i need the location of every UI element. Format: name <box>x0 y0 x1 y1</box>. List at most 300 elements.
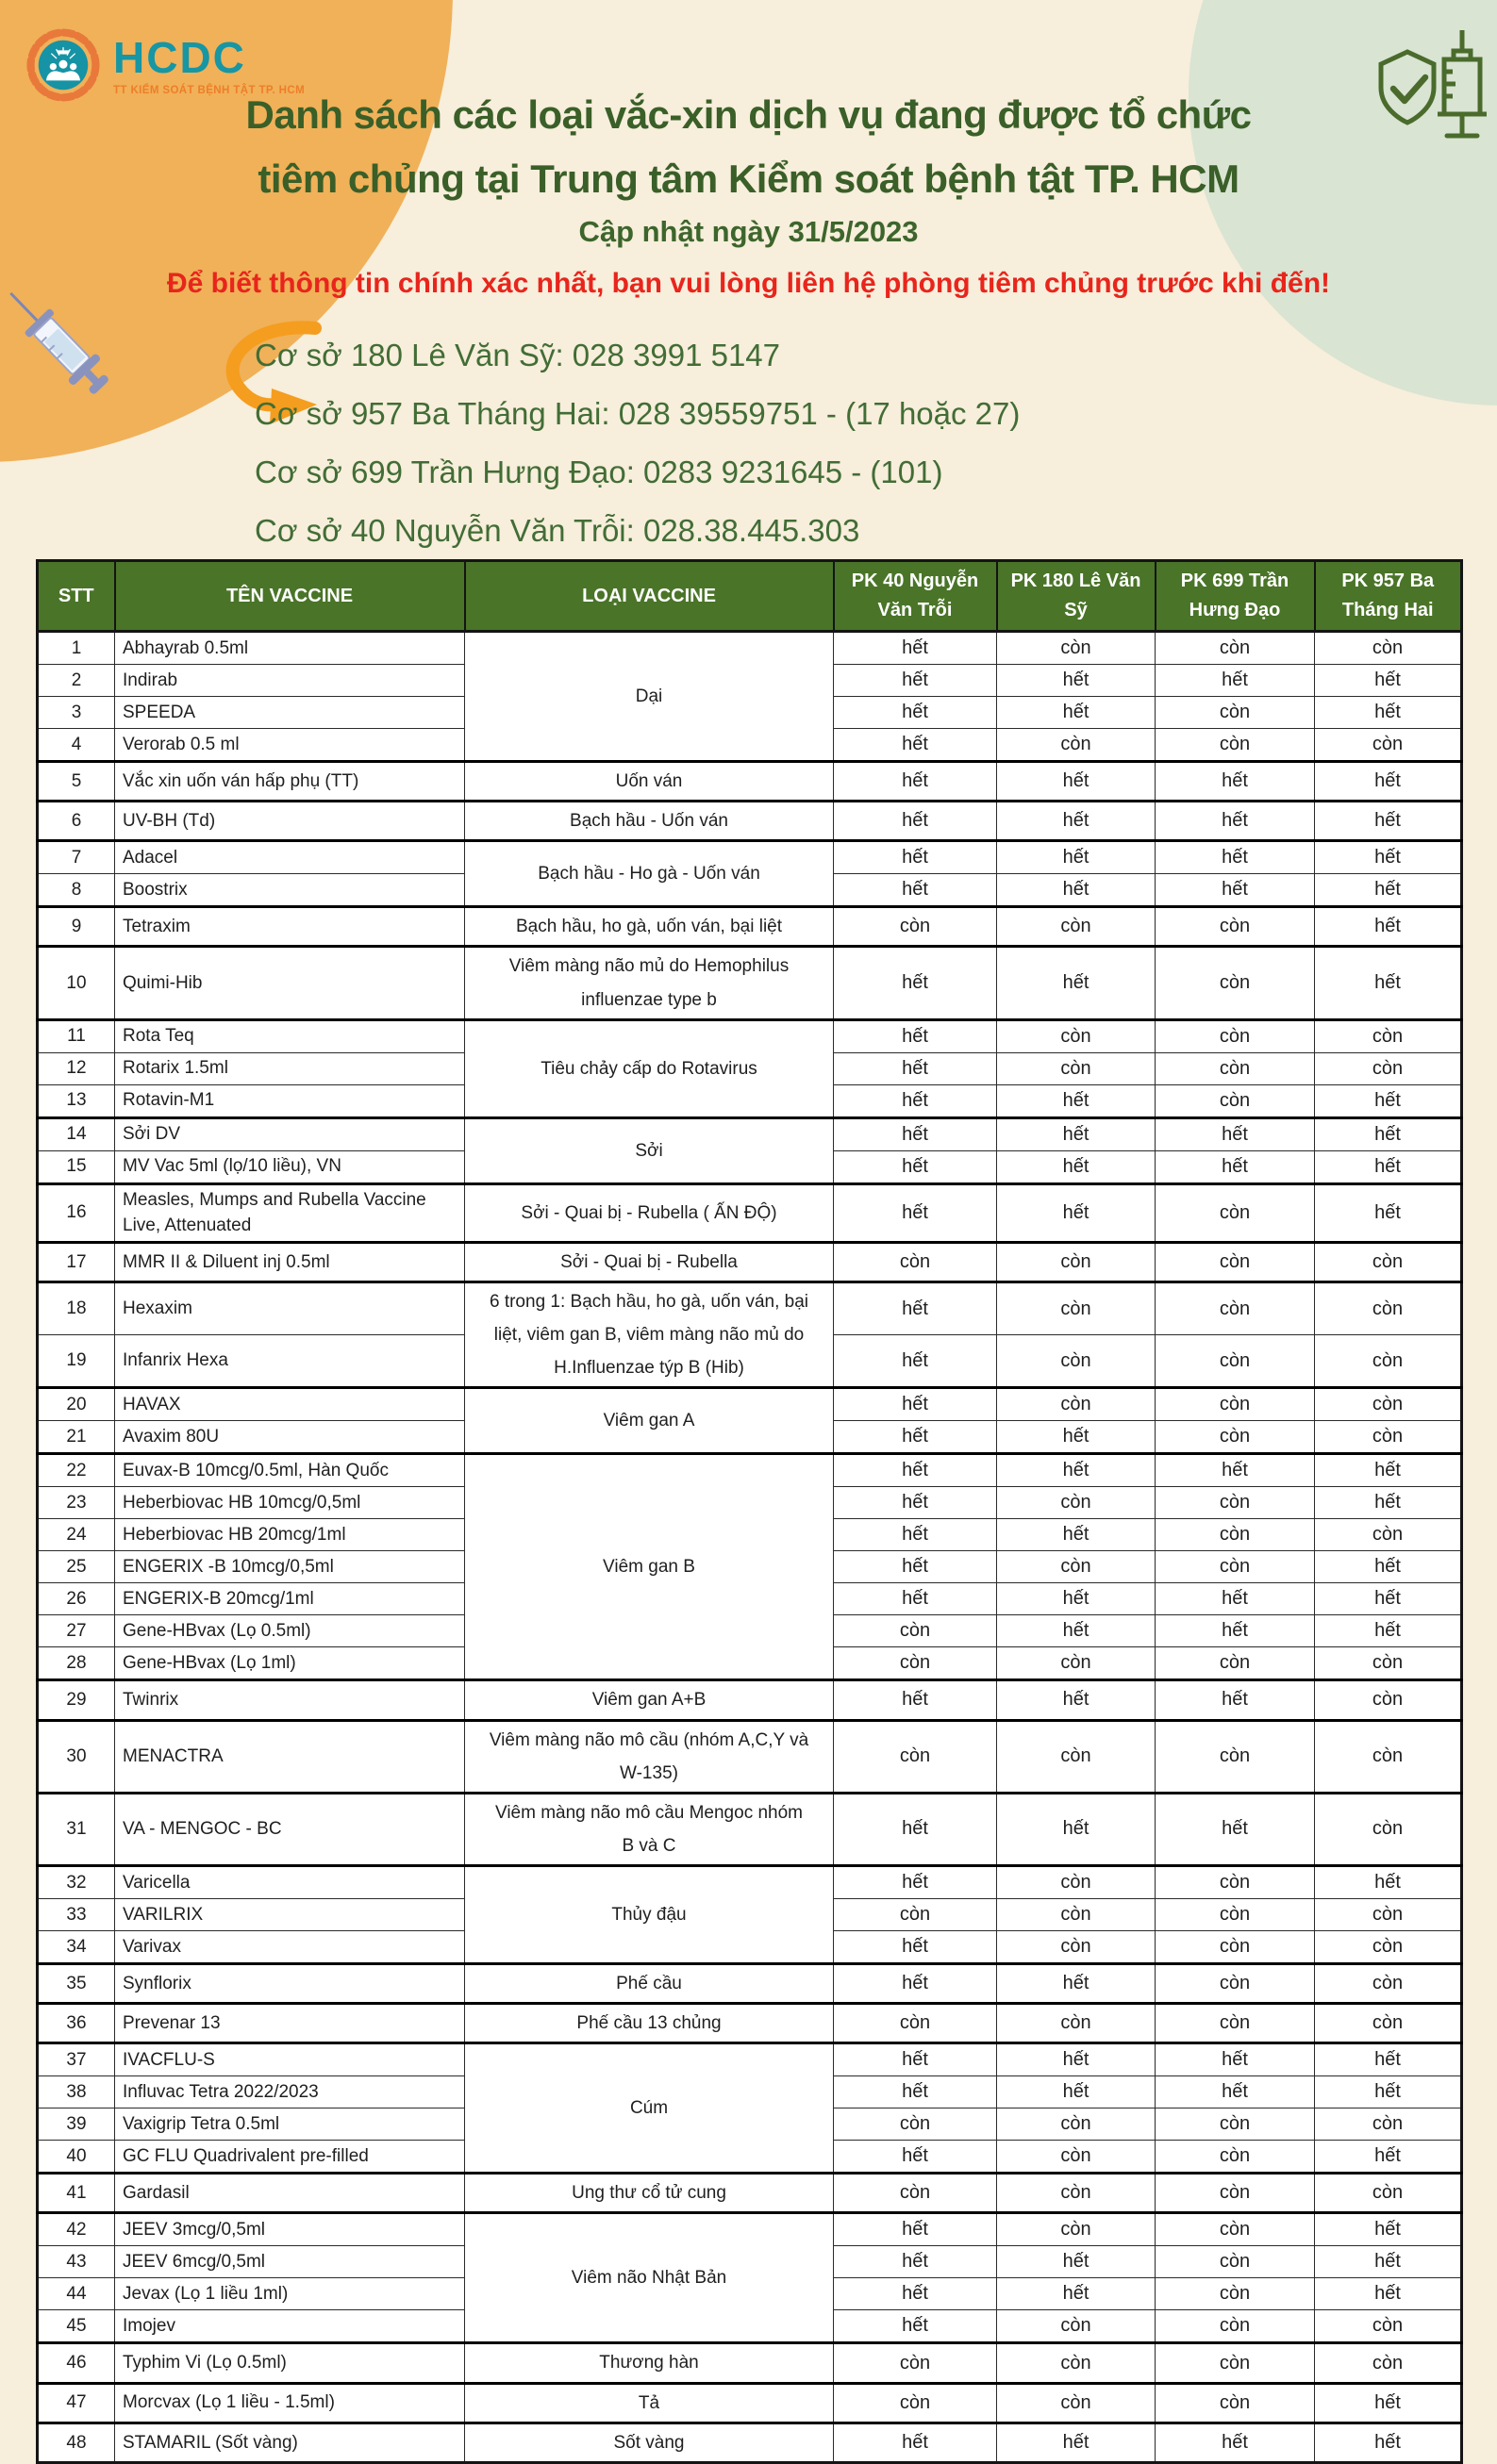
status-cell: còn <box>997 1551 1156 1583</box>
vaccine-type-cell: Bạch hầu - Uốn ván <box>465 802 834 841</box>
vaccine-name-cell: Gene-HBvax (Lọ 1ml) <box>115 1647 465 1680</box>
status-cell: hết <box>997 1583 1156 1615</box>
status-cell: hết <box>1315 1117 1462 1150</box>
status-cell: còn <box>1315 1931 1462 1964</box>
status-cell: hết <box>1156 2043 1315 2076</box>
vaccine-type-cell: Viêm gan B <box>465 1454 834 1680</box>
status-cell: hết <box>834 1335 997 1388</box>
status-cell: hết <box>1156 802 1315 841</box>
stt-cell: 44 <box>38 2278 115 2310</box>
status-cell: còn <box>1315 1421 1462 1454</box>
table-row <box>38 802 1462 841</box>
table-row <box>38 2004 1462 2043</box>
status-cell: còn <box>1315 2310 1462 2343</box>
stt-cell: 20 <box>38 1388 115 1421</box>
stt-cell: 46 <box>38 2343 115 2383</box>
stt-cell: 13 <box>38 1084 115 1117</box>
status-cell: còn <box>1156 1931 1315 1964</box>
stt-cell: 17 <box>38 1242 115 1282</box>
stt-cell: 9 <box>38 907 115 947</box>
status-cell: hết <box>1315 2246 1462 2278</box>
table-body <box>38 632 1462 2463</box>
status-cell: hết <box>1315 1551 1462 1583</box>
table-row <box>38 1117 1462 1150</box>
vaccine-name-cell: Indirab <box>115 665 465 697</box>
status-cell: hết <box>834 697 997 729</box>
status-cell: hết <box>834 729 997 762</box>
status-cell: còn <box>1156 1335 1315 1388</box>
status-cell: còn <box>834 907 997 947</box>
stt-cell: 32 <box>38 1866 115 1899</box>
status-cell: còn <box>1156 1519 1315 1551</box>
status-cell: còn <box>1315 1019 1462 1052</box>
column-header: PK 180 Lê Văn Sỹ <box>997 561 1156 632</box>
stt-cell: 40 <box>38 2141 115 2174</box>
vaccine-type-cell: Ung thư cổ tử cung <box>465 2174 834 2213</box>
status-cell: hết <box>1156 1793 1315 1865</box>
hcdc-wordmark: HCDC <box>113 33 246 82</box>
status-cell: hết <box>834 2423 997 2462</box>
status-cell: hết <box>834 1931 997 1964</box>
status-cell: hết <box>834 632 997 665</box>
status-cell: còn <box>1156 1720 1315 1793</box>
stt-cell: 15 <box>38 1150 115 1183</box>
column-header: TÊN VACCINE <box>115 561 465 632</box>
vaccine-type-cell: Bạch hầu, ho gà, uốn ván, bại liệt <box>465 907 834 947</box>
vaccine-name-cell: Boostrix <box>115 874 465 907</box>
stt-cell: 27 <box>38 1615 115 1647</box>
vaccine-name-cell: Typhim Vi (Lọ 0.5ml) <box>115 2343 465 2383</box>
status-cell: hết <box>1315 697 1462 729</box>
status-cell: còn <box>1156 1388 1315 1421</box>
status-cell: hết <box>1315 2043 1462 2076</box>
status-cell: hết <box>834 1019 997 1052</box>
vaccine-name-cell: Prevenar 13 <box>115 2004 465 2043</box>
status-cell: hết <box>834 1117 997 1150</box>
contact-list <box>255 326 1020 560</box>
status-cell: còn <box>1156 1052 1315 1084</box>
status-cell: hết <box>1315 907 1462 947</box>
status-cell: còn <box>1315 632 1462 665</box>
status-cell: còn <box>1156 2174 1315 2213</box>
status-cell: hết <box>997 2423 1156 2462</box>
status-cell: hết <box>1315 2383 1462 2423</box>
status-cell: hết <box>1156 1680 1315 1720</box>
status-cell: hết <box>1315 2141 1462 2174</box>
table-row <box>38 1866 1462 1899</box>
vaccine-name-cell: Euvax-B 10mcg/0.5ml, Hàn Quốc <box>115 1454 465 1487</box>
vaccine-type-cell: 6 trong 1: Bạch hầu, ho gà, uốn ván, bại liệt, viêm gan B, viêm màng não mủ do H.Influenzae týp B (Hib) <box>465 1282 834 1387</box>
status-cell: còn <box>1315 1899 1462 1931</box>
vaccine-name-cell: VARILRIX <box>115 1899 465 1931</box>
table-row <box>38 1183 1462 1242</box>
vaccine-name-cell: Abhayrab 0.5ml <box>115 632 465 665</box>
status-cell: hết <box>997 2043 1156 2076</box>
status-cell: hết <box>834 1964 997 2004</box>
status-cell: hết <box>1156 1117 1315 1150</box>
status-cell: hết <box>1315 2213 1462 2246</box>
status-cell: hết <box>834 874 997 907</box>
status-cell: còn <box>997 1052 1156 1084</box>
table-row <box>38 762 1462 802</box>
vaccine-type-cell: Tả <box>465 2383 834 2423</box>
status-cell: hết <box>997 947 1156 1019</box>
status-cell: còn <box>1156 1899 1315 1931</box>
status-cell: hết <box>834 1793 997 1865</box>
status-cell: hết <box>1156 1615 1315 1647</box>
table-row <box>38 1793 1462 1865</box>
stt-cell: 25 <box>38 1551 115 1583</box>
vaccine-type-cell: Bạch hầu - Ho gà - Uốn ván <box>465 841 834 907</box>
status-cell: hết <box>1156 762 1315 802</box>
vaccine-name-cell: Measles, Mumps and Rubella Vaccine Live, Attenuated <box>115 1183 465 1242</box>
status-cell: còn <box>1315 1519 1462 1551</box>
status-cell: còn <box>1315 2174 1462 2213</box>
status-cell: hết <box>834 2213 997 2246</box>
status-cell: hết <box>997 762 1156 802</box>
vaccine-type-cell: Sởi <box>465 1117 834 1183</box>
stt-cell: 22 <box>38 1454 115 1487</box>
vaccine-name-cell: MENACTRA <box>115 1720 465 1793</box>
vaccine-name-cell: Heberbiovac HB 20mcg/1ml <box>115 1519 465 1551</box>
vaccine-name-cell: Heberbiovac HB 10mcg/0,5ml <box>115 1487 465 1519</box>
table-row <box>38 1454 1462 1487</box>
status-cell: còn <box>997 2108 1156 2141</box>
column-header: PK 40 Nguyễn Văn Trỗi <box>834 561 997 632</box>
stt-cell: 48 <box>38 2423 115 2462</box>
status-cell: còn <box>1315 1335 1462 1388</box>
status-cell: còn <box>997 1487 1156 1519</box>
status-cell: hết <box>834 1150 997 1183</box>
stt-cell: 41 <box>38 2174 115 2213</box>
status-cell: còn <box>1156 1551 1315 1583</box>
vaccine-type-cell: Cúm <box>465 2043 834 2174</box>
status-cell: còn <box>1315 2004 1462 2043</box>
status-cell: hết <box>997 802 1156 841</box>
page-title-line1: Danh sách các loại vắc-xin dịch vụ đang được tổ chức <box>245 92 1252 137</box>
status-cell: hết <box>1315 2076 1462 2108</box>
status-cell: hết <box>1156 2076 1315 2108</box>
status-cell: còn <box>834 2383 997 2423</box>
status-cell: còn <box>1156 2213 1315 2246</box>
vaccine-name-cell: STAMARIL (Sốt vàng) <box>115 2423 465 2462</box>
status-cell: còn <box>1315 2108 1462 2141</box>
table-row <box>38 2174 1462 2213</box>
contact-line: Cơ sở 699 Trần Hưng Đạo: 0283 9231645 - (101) <box>255 455 943 489</box>
stt-cell: 29 <box>38 1680 115 1720</box>
status-cell: hết <box>1315 1866 1462 1899</box>
status-cell: còn <box>997 2141 1156 2174</box>
stt-cell: 26 <box>38 1583 115 1615</box>
status-cell: hết <box>834 2076 997 2108</box>
status-cell: còn <box>997 1720 1156 1793</box>
status-cell: hết <box>1315 874 1462 907</box>
vaccine-name-cell: JEEV 6mcg/0,5ml <box>115 2246 465 2278</box>
status-cell: còn <box>1156 1282 1315 1334</box>
stt-cell: 28 <box>38 1647 115 1680</box>
table-row <box>38 907 1462 947</box>
status-cell: hết <box>1315 665 1462 697</box>
status-cell: còn <box>1156 2310 1315 2343</box>
status-cell: còn <box>997 1242 1156 1282</box>
vaccine-type-cell: Viêm gan A+B <box>465 1680 834 1720</box>
status-cell: hết <box>1156 1150 1315 1183</box>
table-row <box>38 1720 1462 1793</box>
stt-cell: 42 <box>38 2213 115 2246</box>
status-cell: còn <box>834 2343 997 2383</box>
vaccine-name-cell: Morcvax (Lọ 1 liều - 1.5ml) <box>115 2383 465 2423</box>
status-cell: hết <box>834 802 997 841</box>
status-cell: hết <box>834 947 997 1019</box>
stt-cell: 1 <box>38 632 115 665</box>
status-cell: còn <box>834 2108 997 2141</box>
status-cell: hết <box>834 1866 997 1899</box>
stt-cell: 16 <box>38 1183 115 1242</box>
status-cell: còn <box>997 1866 1156 1899</box>
vaccine-name-cell: Quimi-Hib <box>115 947 465 1019</box>
vaccine-type-cell: Thương hàn <box>465 2343 834 2383</box>
status-cell: còn <box>834 1899 997 1931</box>
stt-cell: 21 <box>38 1421 115 1454</box>
vaccine-name-cell: Rotarix 1.5ml <box>115 1052 465 1084</box>
status-cell: còn <box>1315 1964 1462 2004</box>
vaccine-name-cell: ENGERIX -B 10mcg/0,5ml <box>115 1551 465 1583</box>
status-cell: hết <box>997 1793 1156 1865</box>
status-cell: còn <box>1156 2343 1315 2383</box>
status-cell: hết <box>834 1282 997 1334</box>
status-cell: còn <box>1156 1866 1315 1899</box>
vaccine-name-cell: Varicella <box>115 1866 465 1899</box>
status-cell: còn <box>1156 1647 1315 1680</box>
vaccine-name-cell: Sởi DV <box>115 1117 465 1150</box>
status-cell: còn <box>997 2213 1156 2246</box>
status-cell: còn <box>997 729 1156 762</box>
vaccine-type-cell: Tiêu chảy cấp do Rotavirus <box>465 1019 834 1117</box>
stt-cell: 10 <box>38 947 115 1019</box>
status-cell: hết <box>1315 1183 1462 1242</box>
status-cell: còn <box>1156 697 1315 729</box>
status-cell: hết <box>1315 2278 1462 2310</box>
vaccine-name-cell: ENGERIX-B 20mcg/1ml <box>115 1583 465 1615</box>
table-row <box>38 1680 1462 1720</box>
status-cell: còn <box>1315 1388 1462 1421</box>
status-cell: còn <box>1156 947 1315 1019</box>
stt-cell: 7 <box>38 841 115 874</box>
status-cell: còn <box>834 1647 997 1680</box>
column-header: PK 699 Trần Hưng Đạo <box>1156 561 1315 632</box>
status-cell: hết <box>834 1183 997 1242</box>
table-row <box>38 1388 1462 1421</box>
vaccine-type-cell: Sởi - Quai bị - Rubella <box>465 1242 834 1282</box>
vaccine-name-cell: Rota Teq <box>115 1019 465 1052</box>
status-cell: hết <box>997 1421 1156 1454</box>
table-header-row <box>38 561 1462 632</box>
status-cell: hết <box>834 2246 997 2278</box>
update-date: Cập nhật ngày 31/5/2023 <box>578 215 919 248</box>
status-cell: hết <box>1156 2423 1315 2462</box>
status-cell: còn <box>1156 2004 1315 2043</box>
stt-cell: 14 <box>38 1117 115 1150</box>
vaccine-type-cell: Viêm màng não mủ do Hemophilus influenzae type b <box>465 947 834 1019</box>
vaccine-name-cell: HAVAX <box>115 1388 465 1421</box>
status-cell: hết <box>1315 802 1462 841</box>
vaccine-name-cell: Avaxim 80U <box>115 1421 465 1454</box>
status-cell: còn <box>1315 1052 1462 1084</box>
vaccine-table <box>36 559 1463 2464</box>
status-cell: hết <box>1315 762 1462 802</box>
status-cell: hết <box>997 841 1156 874</box>
vaccine-type-cell: Viêm màng não mô cầu (nhóm A,C,Y và W-135) <box>465 1720 834 1793</box>
table-row <box>38 1019 1462 1052</box>
status-cell: còn <box>1315 729 1462 762</box>
status-cell: còn <box>1156 729 1315 762</box>
stt-cell: 33 <box>38 1899 115 1931</box>
status-cell: còn <box>834 2174 997 2213</box>
status-cell: hết <box>834 1421 997 1454</box>
status-cell: còn <box>1156 907 1315 947</box>
status-cell: hết <box>834 762 997 802</box>
status-cell: còn <box>997 1899 1156 1931</box>
status-cell: còn <box>1315 1647 1462 1680</box>
status-cell: hết <box>997 1183 1156 1242</box>
stt-cell: 39 <box>38 2108 115 2141</box>
status-cell: hết <box>1156 874 1315 907</box>
status-cell: còn <box>1156 1964 1315 2004</box>
vaccine-name-cell: IVACFLU-S <box>115 2043 465 2076</box>
status-cell: hết <box>1315 1583 1462 1615</box>
vaccine-type-cell: Viêm não Nhật Bản <box>465 2213 834 2343</box>
status-cell: còn <box>1315 1720 1462 1793</box>
status-cell: còn <box>834 2004 997 2043</box>
status-cell: còn <box>1315 1242 1462 1282</box>
stt-cell: 3 <box>38 697 115 729</box>
vaccine-name-cell: Varivax <box>115 1931 465 1964</box>
status-cell: còn <box>1315 1793 1462 1865</box>
status-cell: hết <box>997 1519 1156 1551</box>
vaccine-name-cell: Infanrix Hexa <box>115 1335 465 1388</box>
status-cell: hết <box>1156 1454 1315 1487</box>
status-cell: còn <box>997 2174 1156 2213</box>
stt-cell: 18 <box>38 1282 115 1334</box>
status-cell: hết <box>997 1680 1156 1720</box>
stt-cell: 35 <box>38 1964 115 2004</box>
status-cell: hết <box>834 665 997 697</box>
status-cell: hết <box>834 2043 997 2076</box>
status-cell: còn <box>1156 1421 1315 1454</box>
stt-cell: 45 <box>38 2310 115 2343</box>
status-cell: còn <box>1156 1084 1315 1117</box>
vaccine-name-cell: VA - MENGOC - BC <box>115 1793 465 1865</box>
status-cell: còn <box>997 1931 1156 1964</box>
status-cell: hết <box>834 1454 997 1487</box>
status-cell: hết <box>1315 947 1462 1019</box>
stt-cell: 34 <box>38 1931 115 1964</box>
vaccine-name-cell: Jevax (Lọ 1 liều 1ml) <box>115 2278 465 2310</box>
status-cell: hết <box>1315 1084 1462 1117</box>
column-header: LOẠI VACCINE <box>465 561 834 632</box>
status-cell: còn <box>1156 1019 1315 1052</box>
status-cell: hết <box>834 1487 997 1519</box>
status-cell: hết <box>997 1117 1156 1150</box>
stt-cell: 6 <box>38 802 115 841</box>
status-cell: còn <box>997 1388 1156 1421</box>
vaccine-name-cell: Gene-HBvax (Lọ 0.5ml) <box>115 1615 465 1647</box>
status-cell: hết <box>834 1680 997 1720</box>
status-cell: còn <box>1156 2108 1315 2141</box>
stt-cell: 23 <box>38 1487 115 1519</box>
vaccine-name-cell: Rotavin-M1 <box>115 1084 465 1117</box>
status-cell: còn <box>1156 1242 1315 1282</box>
column-header: STT <box>38 561 115 632</box>
status-cell: hết <box>834 1583 997 1615</box>
vaccine-name-cell: UV-BH (Td) <box>115 802 465 841</box>
status-cell: hết <box>1315 1454 1462 1487</box>
status-cell: hết <box>997 1150 1156 1183</box>
stt-cell: 38 <box>38 2076 115 2108</box>
vaccine-type-cell: Sốt vàng <box>465 2423 834 2462</box>
status-cell: còn <box>1156 632 1315 665</box>
vaccine-name-cell: SPEEDA <box>115 697 465 729</box>
notice-text: Để biết thông tin chính xác nhất, bạn vui lòng liên hệ phòng tiêm chủng trước khi đến! <box>166 268 1331 299</box>
stt-cell: 31 <box>38 1793 115 1865</box>
status-cell: hết <box>834 2310 997 2343</box>
vaccine-name-cell: MMR II & Diluent inj 0.5ml <box>115 1242 465 1282</box>
table-row <box>38 2043 1462 2076</box>
stt-cell: 2 <box>38 665 115 697</box>
vaccine-name-cell: Gardasil <box>115 2174 465 2213</box>
vaccine-name-cell: Synflorix <box>115 1964 465 2004</box>
status-cell: còn <box>834 1615 997 1647</box>
hcdc-tagline: TT KIỂM SOÁT BỆNH TẬT TP. HCM <box>113 85 306 96</box>
vaccine-type-cell: Viêm gan A <box>465 1388 834 1454</box>
status-cell: hết <box>997 2076 1156 2108</box>
status-cell: hết <box>834 2278 997 2310</box>
stt-cell: 19 <box>38 1335 115 1388</box>
status-cell: hết <box>997 697 1156 729</box>
status-cell: hết <box>997 1084 1156 1117</box>
table-row <box>38 1964 1462 2004</box>
table-row <box>38 2213 1462 2246</box>
vaccine-type-cell: Uốn ván <box>465 762 834 802</box>
status-cell: hết <box>834 1388 997 1421</box>
stt-cell: 47 <box>38 2383 115 2423</box>
status-cell: hết <box>834 1551 997 1583</box>
status-cell: còn <box>997 2383 1156 2423</box>
status-cell: còn <box>997 1282 1156 1334</box>
vaccine-name-cell: Influvac Tetra 2022/2023 <box>115 2076 465 2108</box>
status-cell: còn <box>1156 2383 1315 2423</box>
stt-cell: 37 <box>38 2043 115 2076</box>
table-row <box>38 1282 1462 1334</box>
status-cell: hết <box>834 1052 997 1084</box>
table-row <box>38 2423 1462 2462</box>
vaccine-name-cell: Adacel <box>115 841 465 874</box>
vaccine-name-cell: Verorab 0.5 ml <box>115 729 465 762</box>
vaccine-type-cell: Sởi - Quai bị - Rubella ( ẤN ĐỘ) <box>465 1183 834 1242</box>
contact-line: Cơ sở 40 Nguyễn Văn Trỗi: 028.38.445.303 <box>255 513 860 548</box>
stt-cell: 12 <box>38 1052 115 1084</box>
stt-cell: 30 <box>38 1720 115 1793</box>
stt-cell: 4 <box>38 729 115 762</box>
status-cell: hết <box>997 874 1156 907</box>
vaccine-type-cell: Thủy đậu <box>465 1866 834 1964</box>
table-row <box>38 2383 1462 2423</box>
vaccine-name-cell: Imojev <box>115 2310 465 2343</box>
vaccine-type-cell: Phế cầu <box>465 1964 834 2004</box>
status-cell: hết <box>1315 1150 1462 1183</box>
status-cell: hết <box>1315 1487 1462 1519</box>
status-cell: còn <box>1156 2246 1315 2278</box>
